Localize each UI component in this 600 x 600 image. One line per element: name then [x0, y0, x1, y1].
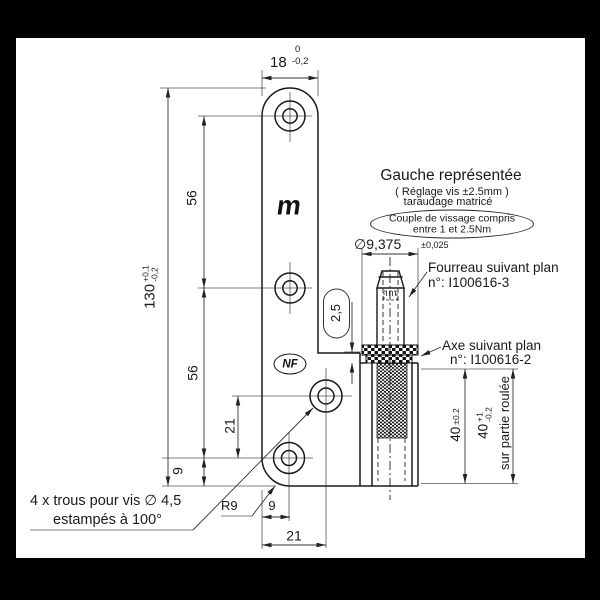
sleeve-ref-line1: Fourreau suivant plan: [428, 260, 559, 275]
dim-pivot-vertical: 21: [221, 418, 238, 434]
nf-certification-logo: NF: [274, 354, 307, 375]
dim-overall-height: 130 +0,1 -0,2: [140, 265, 159, 309]
sleeve-outline: [377, 271, 404, 345]
pin-flange-and-thread: [362, 345, 418, 438]
note-barrel: sur partie roulée: [497, 376, 513, 470]
dim-spacing-lower: 56: [184, 365, 201, 381]
dim-pivot-horizontal: 21: [286, 527, 302, 544]
torque-note: Couple de vissage compris entre 1 et 2.5Nm: [370, 210, 534, 239]
dim-top-width-tol-upper: 0: [295, 44, 301, 55]
dim-diameter: ∅9,375: [354, 236, 402, 252]
screw-holes: [274, 101, 343, 474]
pin-ref-line1: Axe suivant plan: [442, 338, 542, 353]
dim-gap: 2,5: [328, 303, 344, 323]
dim-top-width-tol-lower: -0,2: [292, 56, 309, 67]
sleeve-ref-line2: n°: I100616-3: [428, 275, 510, 290]
holes-note-line1: 4 x trous pour vis ∅ 4,5: [30, 493, 182, 509]
dim-bottom-vertical: 9: [169, 467, 186, 475]
pin-ref-line2: n°: I100616-2: [450, 352, 532, 367]
note-adjustment: ( Réglage vis ±2.5mm ): [395, 186, 509, 199]
note-tapping: taraudage matricé: [403, 196, 493, 209]
maker-stamp-icon: m: [274, 190, 304, 221]
dim-top-width: 18: [270, 54, 287, 71]
dim-barrel-a: 40 ±0.2: [447, 408, 463, 442]
dim-spacing-upper: 56: [183, 190, 200, 206]
dim-diameter-tol: ±0,025: [421, 240, 449, 250]
holes-note-line2: estampés à 100°: [53, 512, 162, 528]
dim-barrel-b: 40 +1 -0.2: [474, 407, 493, 439]
dim-bottom-horizontal: 9: [268, 498, 276, 514]
note-hand: Gauche représentée: [380, 166, 522, 184]
dim-corner-radius: R9: [221, 498, 238, 513]
extension-lines: [30, 70, 518, 549]
